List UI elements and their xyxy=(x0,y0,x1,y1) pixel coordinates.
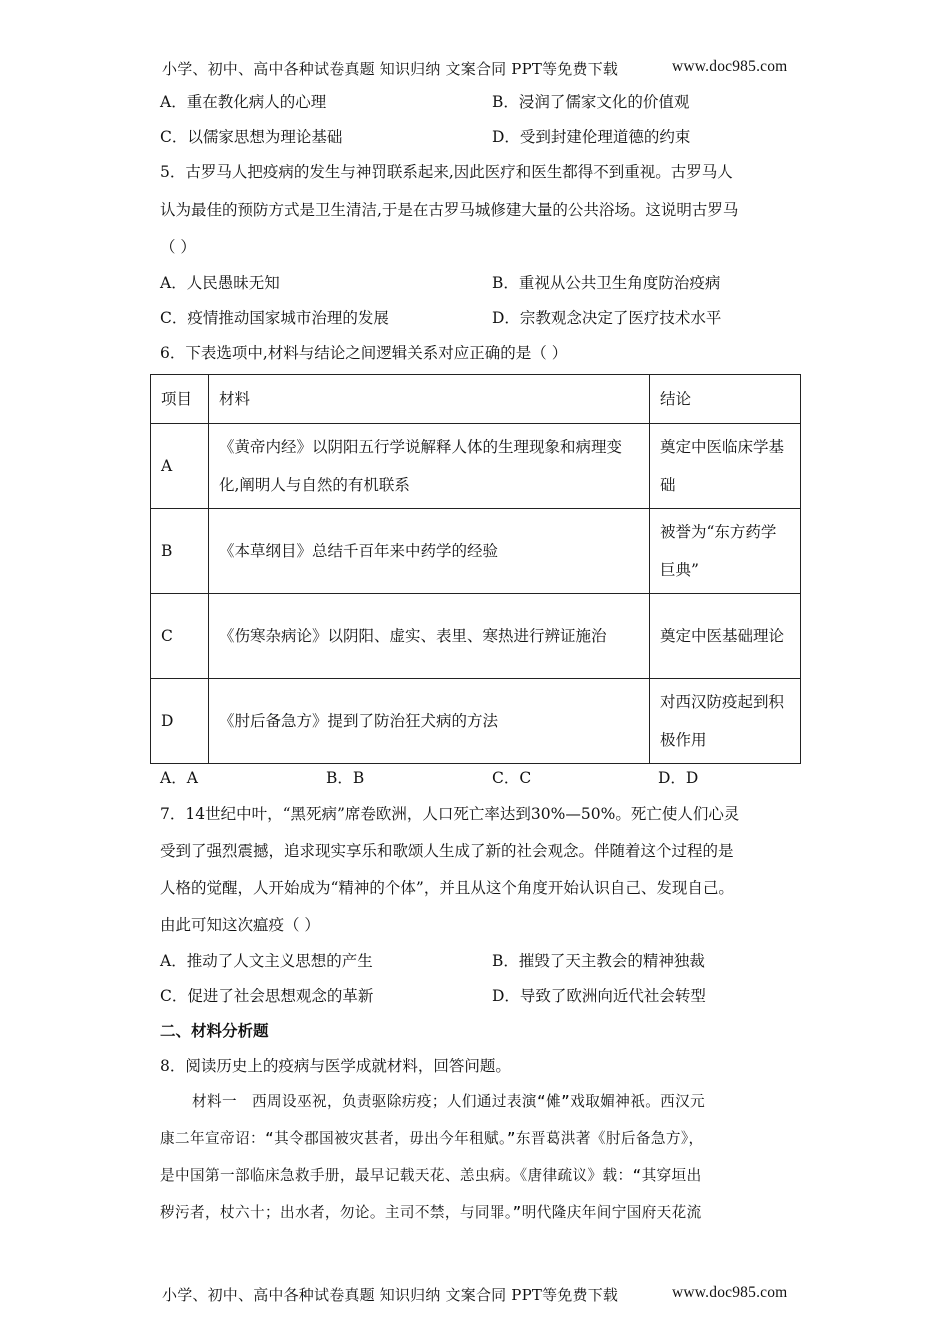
q7-stem-line-4: 由此可知这次瘟疫（ ） xyxy=(160,916,320,934)
q7-stem-line-2: 受到了强烈震撼，追求现实享乐和歌颂人生成了新的社会观念。伴随着这个过程的是 xyxy=(160,842,734,860)
table-row xyxy=(151,594,801,679)
q6-option-a: A．A xyxy=(160,769,198,787)
row-material: 《黄帝内经》以阴阳五行学说解释人体的生理现象和病理变化,阐明人与自然的有机联系 xyxy=(209,424,650,509)
page-header xyxy=(162,58,788,79)
row-item: B xyxy=(151,509,209,594)
table-row xyxy=(151,679,801,764)
q8-material-line-3: 是中国第一部临床急救手册，最早记载天花、恙虫病。《唐律疏议》载：“其穿垣出 xyxy=(160,1167,702,1184)
header-url[interactable]: www.doc985.com xyxy=(672,58,788,75)
table-row xyxy=(151,424,801,509)
row-conclusion: 被誉为“东方药学巨典” xyxy=(650,509,801,594)
q7-stem-line-1: 7．14世纪中叶，“黑死病”席卷欧洲，人口死亡率达到30%—50%。死亡使人们心灵 xyxy=(160,805,740,823)
q5-stem-line-1: 5．古罗马人把疫病的发生与神罚联系起来,因此医疗和医生都得不到重视。古罗马人 xyxy=(160,163,733,181)
q8-material-line-1: 材料一 西周设巫祝，负责驱除疠疫；人们通过表演“傩”戏取媚神祇。西汉元 xyxy=(192,1093,706,1110)
q5-option-a: A．人民愚昧无知 xyxy=(160,274,280,292)
q8-stem: 8．阅读历史上的疫病与医学成就材料，回答问题。 xyxy=(160,1057,511,1075)
q4-option-a: A．重在教化病人的心理 xyxy=(160,93,327,111)
row-item: D xyxy=(151,679,209,764)
q5-option-c: C．疫情推动国家城市治理的发展 xyxy=(160,309,389,327)
q5-stem-line-3: （ ） xyxy=(160,238,196,256)
q5-option-b: B．重视从公共卫生角度防治疫病 xyxy=(492,274,721,292)
q4-option-d: D．受到封建伦理道德的约束 xyxy=(492,128,691,146)
header-item: 项目 xyxy=(151,375,209,424)
q4-option-b: B．浸润了儒家文化的价值观 xyxy=(492,93,690,111)
q6-table xyxy=(150,374,801,764)
q7-stem-line-3: 人格的觉醒，人开始成为“精神的个体”，并且从这个角度开始认识自己、发现自己。 xyxy=(160,879,734,897)
row-item: C xyxy=(151,594,209,679)
q7-option-b: B．摧毁了天主教会的精神独裁 xyxy=(492,952,705,970)
row-conclusion: 奠定中医基础理论 xyxy=(650,594,801,679)
row-conclusion: 对西汉防疫起到积极作用 xyxy=(650,679,801,764)
row-material: 《本草纲目》总结千百年来中药学的经验 xyxy=(209,509,650,594)
q8-material-line-4: 秽污者，杖六十；出水者，勿论。主司不禁，与同罪。”明代隆庆年间宁国府天花流 xyxy=(160,1204,702,1221)
section-title: 二、材料分析题 xyxy=(160,1021,269,1040)
row-conclusion: 奠定中医临床学基础 xyxy=(650,424,801,509)
q7-option-a: A．推动了人文主义思想的产生 xyxy=(160,952,373,970)
q4-option-c: C．以儒家思想为理论基础 xyxy=(160,128,343,146)
row-item: A xyxy=(151,424,209,509)
q6-option-b: B．B xyxy=(326,769,365,787)
table-header-row xyxy=(151,375,801,424)
table-row xyxy=(151,509,801,594)
q5-stem-line-2: 认为最佳的预防方式是卫生清洁,于是在古罗马城修建大量的公共浴场。这说明古罗马 xyxy=(160,201,739,219)
header-conclusion: 结论 xyxy=(650,375,801,424)
footer-url[interactable]: www.doc985.com xyxy=(672,1284,788,1301)
page-footer xyxy=(162,1284,788,1305)
footer-text: 小学、初中、高中各种试卷真题 知识归纳 文案合同 PPT等免费下载 xyxy=(162,1286,619,1304)
q5-option-d: D．宗教观念决定了医疗技术水平 xyxy=(492,309,722,327)
q7-option-c: C．促进了社会思想观念的革新 xyxy=(160,987,374,1005)
q6-stem: 6．下表选项中,材料与结论之间逻辑关系对应正确的是（ ） xyxy=(160,344,568,362)
q6-option-c: C．C xyxy=(492,769,532,787)
header-text: 小学、初中、高中各种试卷真题 知识归纳 文案合同 PPT等免费下载 xyxy=(162,60,619,78)
q6-option-d: D．D xyxy=(658,769,699,787)
q8-material-line-2: 康二年宣帝诏：“其令郡国被灾甚者，毋出今年租赋。”东晋葛洪著《肘后备急方》， xyxy=(160,1130,704,1147)
row-material: 《伤寒杂病论》以阴阳、虚实、表里、寒热进行辨证施治 xyxy=(209,594,650,679)
header-material: 材料 xyxy=(209,375,650,424)
row-material: 《肘后备急方》提到了防治狂犬病的方法 xyxy=(209,679,650,764)
q7-option-d: D．导致了欧洲向近代社会转型 xyxy=(492,987,706,1005)
